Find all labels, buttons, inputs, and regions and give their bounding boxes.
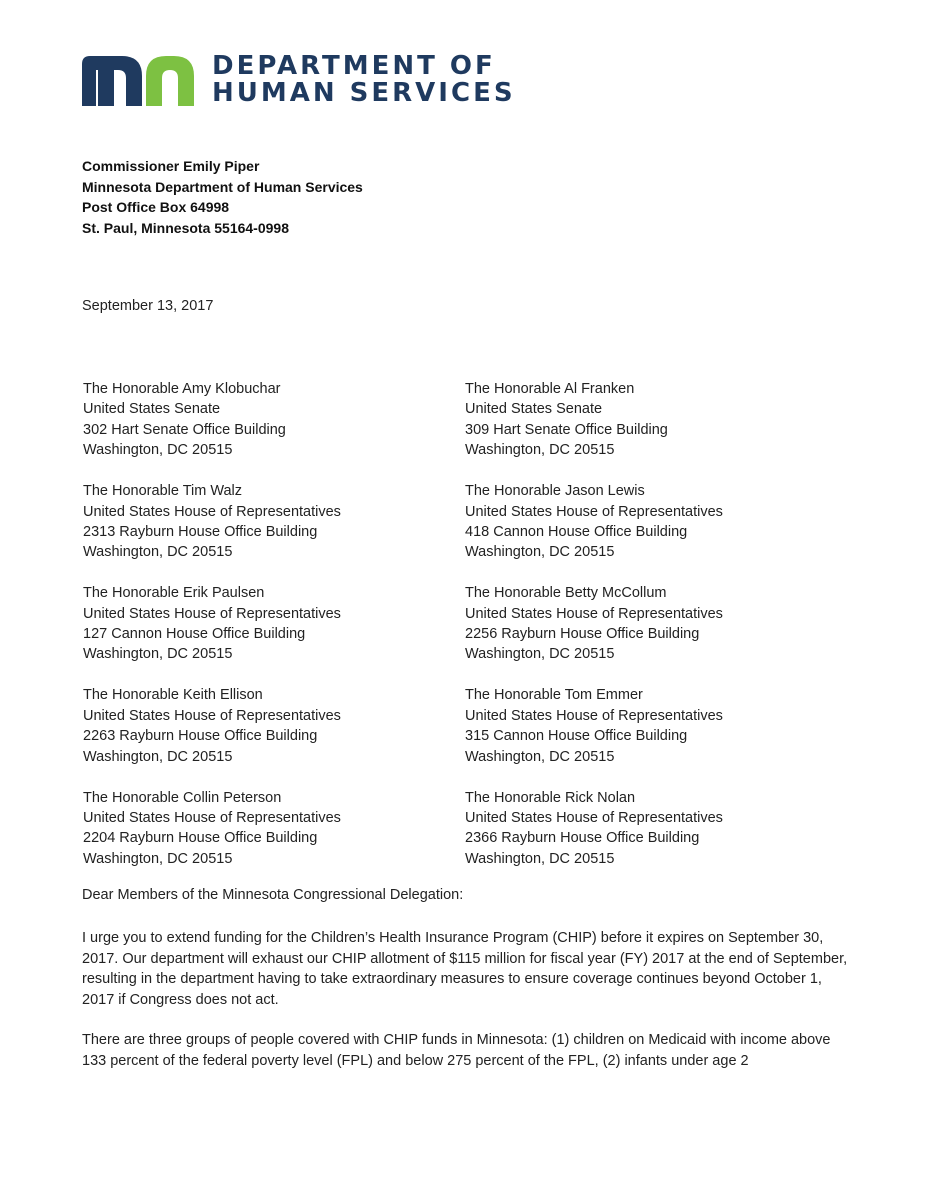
recipient-chamber: United States House of Representatives: [465, 503, 723, 520]
recipient-block: [465, 379, 843, 461]
recipient-block: [465, 583, 843, 665]
recipient-city: Washington, DC 20515: [83, 646, 233, 663]
recipient-name: The Honorable Amy Klobuchar: [83, 381, 281, 397]
recipient-name: The Honorable Al Franken: [465, 381, 635, 397]
recipient-city: Washington, DC 20515: [465, 646, 615, 663]
recipients-grid: [83, 379, 843, 869]
recipient-block: [83, 583, 465, 665]
recipient-office: 2366 Rayburn House Office Building: [465, 830, 700, 847]
letter-date: September 13, 2017: [82, 298, 214, 314]
recipient-office: 2263 Rayburn House Office Building: [83, 728, 318, 745]
recipient-block: [465, 481, 843, 563]
body-paragraph-1: I urge you to extend funding for the Children’s Health Insurance Program (CHIP) before it expires on September 30, 2017. Our department will exhaust our CHIP allotment of $115 million for fiscal year (FY) 2017 at the end of September, resulting in the department having to take extraordinary measures to ensure coverage continues beyond October 1, 2017 if Congress does not act.: [82, 930, 848, 1008]
recipient-chamber: United States House of Representatives: [465, 605, 723, 622]
recipient-name: The Honorable Collin Peterson: [83, 789, 282, 806]
recipient-block: [83, 379, 465, 461]
recipient-office: 2204 Rayburn House Office Building: [83, 830, 318, 847]
recipient-block: [465, 788, 843, 870]
recipient-city: Washington, DC 20515: [465, 442, 615, 459]
recipient-city: Washington, DC 20515: [83, 442, 233, 459]
recipient-name: The Honorable Tim Walz: [83, 483, 243, 500]
sender-block: [82, 156, 363, 238]
recipient-chamber: United States House of Representatives: [83, 809, 341, 826]
recipient-chamber: United States House of Representatives: [83, 503, 341, 520]
recipient-name: The Honorable Tom Emmer: [465, 687, 643, 704]
recipient-block: [465, 685, 843, 767]
recipient-city: Washington, DC 20515: [83, 850, 233, 867]
recipient-chamber: United States House of Representatives: [465, 707, 723, 724]
recipient-city: Washington, DC 20515: [465, 850, 615, 867]
recipient-city: Washington, DC 20515: [83, 748, 233, 765]
recipient-block: [83, 685, 465, 767]
recipient-chamber: United States House of Representatives: [83, 605, 341, 622]
sender-org: Minnesota Department of Human Services: [82, 178, 363, 195]
recipient-name: The Honorable Erik Paulsen: [83, 585, 265, 602]
mn-logo-mark-icon: [82, 54, 194, 106]
recipient-chamber: United States House of Representatives: [465, 809, 723, 826]
recipient-city: Washington, DC 20515: [465, 748, 615, 765]
logo-wordmark: [212, 53, 516, 107]
recipient-chamber: United States House of Representatives: [83, 707, 341, 724]
recipient-office: 2313 Rayburn House Office Building: [83, 523, 318, 540]
recipient-name: The Honorable Rick Nolan: [465, 789, 636, 806]
recipient-chamber: United States Senate: [465, 401, 603, 418]
recipient-office: 309 Hart Senate Office Building: [465, 421, 668, 438]
recipient-office: 418 Cannon House Office Building: [465, 523, 688, 540]
recipient-city: Washington, DC 20515: [83, 544, 233, 561]
recipient-city: Washington, DC 20515: [465, 544, 615, 561]
recipient-office: 315 Cannon House Office Building: [465, 728, 688, 745]
recipient-block: [83, 481, 465, 563]
dhs-logo: [82, 51, 516, 108]
body-paragraph-2: There are three groups of people covered with CHIP funds in Minnesota: (1) children on Medicaid with income above 133 percent of the federal poverty level (FPL) and below 275 percent of the FPL, (2) infants under age 2: [82, 1032, 831, 1069]
recipient-office: 2256 Rayburn House Office Building: [465, 626, 700, 643]
sender-name: Commissioner Emily Piper: [82, 158, 260, 174]
sender-address: Post Office Box 64998: [82, 199, 230, 215]
recipient-office: 302 Hart Senate Office Building: [83, 421, 286, 438]
recipient-name: The Honorable Jason Lewis: [465, 483, 645, 500]
sender-city: St. Paul, Minnesota 55164-0998: [82, 219, 289, 236]
recipient-name: The Honorable Keith Ellison: [83, 687, 263, 704]
salutation: Dear Members of the Minnesota Congressional Delegation:: [82, 887, 464, 903]
logo-line-2: HUMAN SERVICES: [212, 78, 516, 108]
recipient-chamber: United States Senate: [83, 401, 221, 418]
logo-line-1: DEPARTMENT OF: [212, 51, 496, 81]
recipient-block: [83, 788, 465, 870]
recipient-name: The Honorable Betty McCollum: [465, 585, 667, 602]
recipient-office: 127 Cannon House Office Building: [83, 626, 306, 643]
